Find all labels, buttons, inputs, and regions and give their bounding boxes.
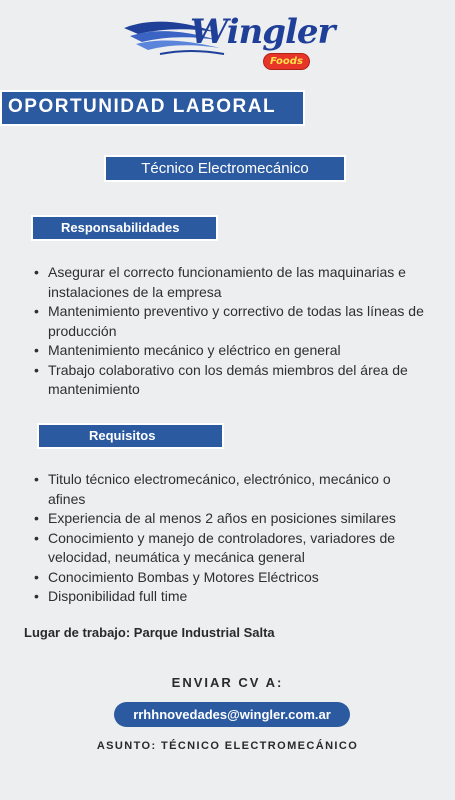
- job-title: Técnico Electromecánico: [104, 155, 346, 182]
- list-item: • Disponibilidad full time: [30, 587, 425, 607]
- brand-name: Wingler: [190, 12, 335, 52]
- company-logo: [120, 10, 335, 76]
- opportunity-banner: [0, 90, 305, 126]
- responsibilities-label: Responsabilidades: [61, 220, 180, 235]
- list-item: • Trabajo colaborativo con los demás miembros del área de mantenimiento: [30, 361, 425, 400]
- list-item: • Experiencia de al menos 2 años en posiciones similares: [30, 509, 425, 529]
- list-item: • Mantenimiento mecánico y eléctrico en general: [30, 341, 425, 361]
- responsibilities-list: [30, 263, 425, 400]
- list-item: • Mantenimiento preventivo y correctivo de todas las líneas de producción: [30, 302, 425, 341]
- workplace-text: Lugar de trabajo: Parque Industrial Salta: [24, 625, 275, 640]
- foods-badge: Foods: [263, 53, 310, 70]
- list-item: • Titulo técnico electromecánico, electrónico, mecánico o afines: [30, 470, 425, 509]
- list-item: • Conocimiento y manejo de controladores, variadores de velocidad, neumática y mecánica general: [30, 529, 425, 568]
- requirements-label: Requisitos: [89, 428, 156, 443]
- list-item: • Conocimiento Bombas y Motores Eléctricos: [30, 568, 425, 588]
- requirements-heading: [37, 423, 224, 449]
- subject-text: ASUNTO: TÉCNICO ELECTROMECÁNICO: [96, 740, 359, 752]
- list-item: • Asegurar el correcto funcionamiento de las maquinarias e instalaciones de la empresa: [30, 263, 425, 302]
- requirements-list: [30, 470, 425, 607]
- send-cv-label: ENVIAR CV A:: [171, 675, 284, 690]
- email-link[interactable]: rrhhnovedades@wingler.com.ar: [114, 702, 350, 727]
- responsibilities-heading: [31, 215, 218, 241]
- banner-title: OPORTUNIDAD LABORAL: [8, 96, 277, 117]
